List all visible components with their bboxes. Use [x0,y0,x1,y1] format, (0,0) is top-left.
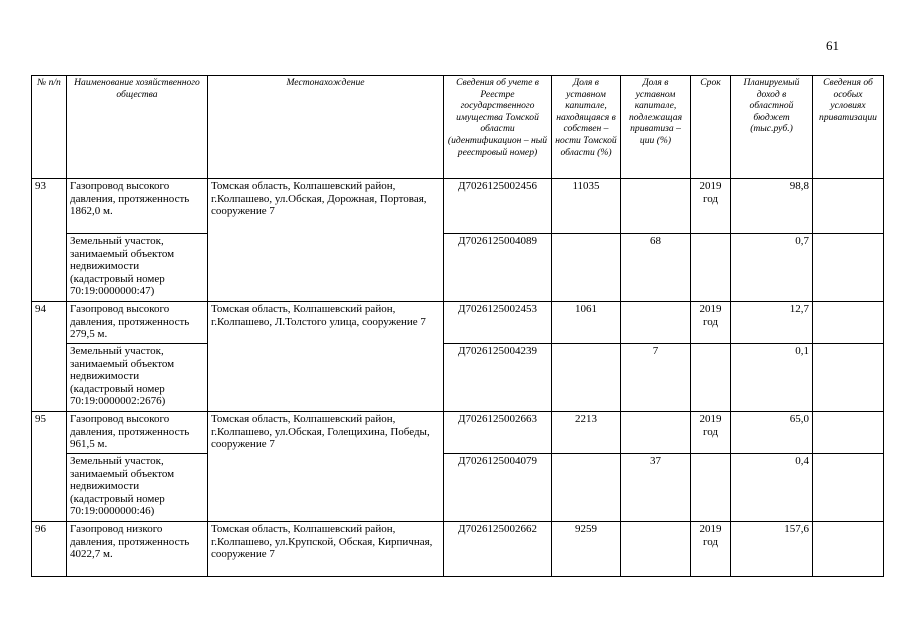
share-owned: 11035 [552,179,621,234]
share-owned: 2213 [552,412,621,454]
header-special: Сведения об особых условиях приватизации [813,76,884,179]
header-share-privatized: Доля в уставном капитале, подлежащая приватиза – ции (%) [621,76,691,179]
special-conditions [813,234,884,302]
table-row [32,179,884,234]
planned-income: 0,1 [731,344,813,412]
share-owned [552,454,621,522]
header-num: № п/п [32,76,67,179]
row-number: 96 [32,522,67,577]
row-number: 95 [32,412,67,522]
share-privatized [621,522,691,577]
table-row [32,344,884,412]
object-name: Газопровод высокого давления, протяженность 279,5 м. [67,302,208,344]
page-number: 61 [826,38,839,53]
term: 2019 год [691,302,731,344]
share-privatized [621,302,691,344]
planned-income: 0,7 [731,234,813,302]
term: 2019 год [691,179,731,234]
land-plot-name: Земельный участок, занимаемый объектом недвижимости (кадастровый номер 70:19:0000000:47) [67,234,208,302]
table-row [32,522,884,577]
header-share-owned: Доля в уставном капитале, находящаяся в собствен – ности Томской области (%) [552,76,621,179]
table-row [32,234,884,302]
special-conditions [813,179,884,234]
registry-number: Д7026125002453 [444,302,552,344]
share-privatized: 37 [621,454,691,522]
registry-number: Д7026125004239 [444,344,552,412]
term [691,454,731,522]
term: 2019 год [691,412,731,454]
share-privatized: 68 [621,234,691,302]
registry-number: Д7026125002456 [444,179,552,234]
planned-income: 12,7 [731,302,813,344]
privatization-table [31,75,884,577]
object-name: Газопровод высокого давления, протяженность 961,5 м. [67,412,208,454]
header-term: Срок [691,76,731,179]
object-name: Газопровод высокого давления, протяженность 1862,0 м. [67,179,208,234]
object-location: Томская область, Колпашевский район, г.Колпашево, ул.Крупской, Обская, Кирпичная, сооружение 7 [208,522,444,577]
header-location: Местонахождение [208,76,444,179]
share-owned [552,344,621,412]
registry-number: Д7026125002662 [444,522,552,577]
header-income: Планируемый доход в областной бюджет (тыс.руб.) [731,76,813,179]
land-plot-name: Земельный участок, занимаемый объектом недвижимости (кадастровый номер 70:19:0000002:2676) [67,344,208,412]
term [691,344,731,412]
share-owned: 9259 [552,522,621,577]
row-number: 94 [32,302,67,412]
special-conditions [813,522,884,577]
share-owned [552,234,621,302]
share-privatized [621,179,691,234]
registry-number: Д7026125002663 [444,412,552,454]
special-conditions [813,302,884,344]
registry-number: Д7026125004079 [444,454,552,522]
special-conditions [813,454,884,522]
table-header-row [32,76,884,179]
term [691,234,731,302]
header-registry: Сведения об учете в Реестре государственного имущества Томской области (идентификацион – ный реестровый номер) [444,76,552,179]
planned-income: 157,6 [731,522,813,577]
object-name: Газопровод низкого давления, протяженность 4022,7 м. [67,522,208,577]
land-plot-name: Земельный участок, занимаемый объектом недвижимости (кадастровый номер 70:19:0000000:46) [67,454,208,522]
share-privatized [621,412,691,454]
share-owned: 1061 [552,302,621,344]
object-location: Томская область, Колпашевский район, г.Колпашево, ул.Обская, Дорожная, Портовая, сооружение 7 [208,179,444,302]
table-row [32,412,884,454]
special-conditions [813,412,884,454]
object-location: Томская область, Колпашевский район, г.Колпашево, ул.Обская, Голещихина, Победы, сооружение 7 [208,412,444,522]
registry-number: Д7026125004089 [444,234,552,302]
special-conditions [813,344,884,412]
term: 2019 год [691,522,731,577]
share-privatized: 7 [621,344,691,412]
table-row [32,454,884,522]
header-name: Наименование хозяйственного общества [67,76,208,179]
row-number: 93 [32,179,67,302]
object-location: Томская область, Колпашевский район, г.Колпашево, Л.Толстого улица, сооружение 7 [208,302,444,412]
planned-income: 65,0 [731,412,813,454]
planned-income: 0,4 [731,454,813,522]
table-row [32,302,884,344]
planned-income: 98,8 [731,179,813,234]
